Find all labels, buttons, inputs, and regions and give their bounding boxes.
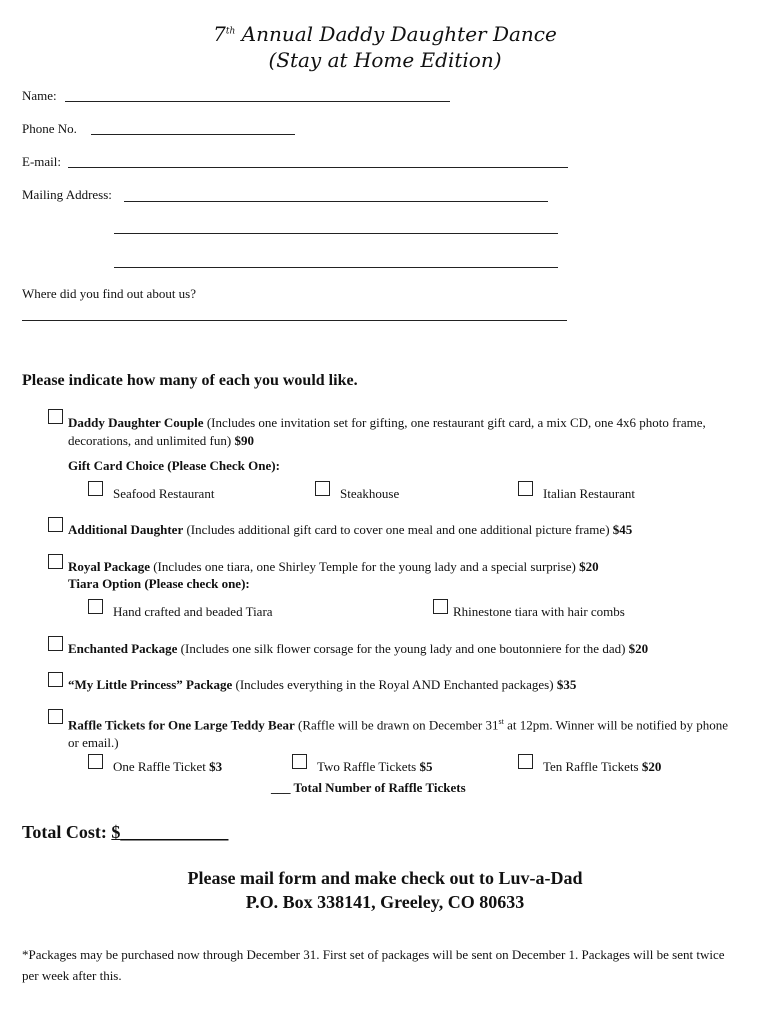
total-cost-label: Total Cost:	[22, 822, 112, 842]
footnote: *Packages may be purchased now through December 31. First set of packages will be sent on December 1. Packages will be sent twice per week after this.	[22, 947, 725, 983]
couple-option	[68, 414, 728, 450]
couple-desc: (Includes one invitation set for gifting, one restaurant gift card, a mix CD, one 4x6 photo frame, decorations, and unlimited fun)	[68, 415, 706, 448]
ten-raffle-price: $20	[641, 759, 662, 774]
total-cost-field[interactable]	[111, 822, 228, 842]
raffle-checkbox[interactable]	[48, 709, 63, 724]
one-raffle-text: One Raffle Ticket	[113, 759, 210, 774]
italian-checkbox[interactable]	[518, 481, 533, 496]
total-cost-dollar: $	[111, 822, 121, 842]
form-subtitle: (Stay at Home Edition)	[268, 48, 502, 72]
mailing-address: P.O. Box 338141, Greeley, CO 80633	[245, 892, 525, 912]
raffle-desc-b: at 12pm. Winner will be notified by phone or email.)	[68, 717, 729, 751]
additional-name: Additional Daughter	[68, 522, 184, 537]
princess-name: “My Little Princess” Package	[68, 677, 233, 692]
address-label: Mailing Address:	[22, 187, 112, 202]
title-text: Annual Daddy Daughter Dance	[235, 22, 557, 46]
one-raffle-checkbox[interactable]	[88, 754, 103, 769]
raffle-desc-sup: st	[498, 717, 504, 726]
one-raffle-label	[113, 759, 222, 775]
source-field[interactable]	[22, 320, 567, 321]
princess-option	[68, 677, 576, 693]
phone-field[interactable]	[91, 134, 295, 135]
instructions-heading: Please indicate how many of each you would like.	[22, 372, 358, 389]
italian-label: Italian Restaurant	[543, 486, 636, 501]
two-raffle-label	[317, 759, 433, 775]
enchanted-option	[68, 641, 648, 657]
ten-raffle-text: Ten Raffle Tickets	[543, 759, 642, 774]
rhinestone-tiara-checkbox[interactable]	[433, 599, 448, 614]
two-raffle-text: Two Raffle Tickets	[317, 759, 420, 774]
couple-name: Daddy Daughter Couple	[68, 415, 204, 430]
additional-price: $45	[612, 522, 633, 537]
princess-checkbox[interactable]	[48, 672, 63, 687]
tiara-label: Tiara Option (Please check one):	[68, 576, 250, 591]
raffle-name: Raffle Tickets for One Large Teddy Bear	[68, 717, 295, 733]
total-cost-blank: ____________	[120, 822, 229, 842]
source-label: Where did you find out about us?	[22, 286, 197, 301]
enchanted-checkbox[interactable]	[48, 636, 63, 651]
raffle-total-blank[interactable]: ___	[271, 780, 291, 795]
address-field-line-1[interactable]	[124, 201, 548, 202]
royal-price: $20	[579, 559, 599, 574]
ten-raffle-label	[543, 759, 661, 775]
phone-label: Phone No.	[22, 121, 77, 136]
seafood-label: Seafood Restaurant	[113, 486, 215, 501]
raffle-option	[68, 713, 728, 752]
enchanted-name: Enchanted Package	[68, 641, 178, 656]
seafood-checkbox[interactable]	[88, 481, 103, 496]
ten-raffle-checkbox[interactable]	[518, 754, 533, 769]
title-superscript: th	[225, 26, 236, 37]
princess-price: $35	[556, 677, 577, 692]
additional-desc: (Includes additional gift card to cover one meal and one additional picture frame)	[183, 522, 613, 537]
raffle-total-label: Total Number of Raffle Tickets	[290, 780, 466, 795]
royal-option	[68, 559, 599, 575]
two-raffle-checkbox[interactable]	[292, 754, 307, 769]
email-field[interactable]	[68, 167, 568, 168]
mailing-instructions: Please mail form and make check out to Luv-a-Dad	[187, 868, 583, 888]
princess-desc: (Includes everything in the Royal AND Enchanted packages)	[232, 677, 557, 692]
raffle-total	[271, 780, 466, 796]
steakhouse-checkbox[interactable]	[315, 481, 330, 496]
enchanted-desc: (Includes one silk flower corsage for the young lady and one boutonniere for the dad)	[177, 641, 629, 656]
one-raffle-price: $3	[209, 759, 223, 774]
couple-price: $90	[234, 433, 254, 448]
title-number: 7	[213, 22, 226, 46]
handcrafted-tiara-checkbox[interactable]	[88, 599, 103, 614]
two-raffle-price: $5	[419, 759, 433, 774]
form-title	[0, 22, 770, 46]
additional-option	[68, 522, 632, 538]
address-field-line-2[interactable]	[114, 233, 558, 234]
rhinestone-tiara-label: Rhinestone tiara with hair combs	[453, 604, 625, 619]
enchanted-price: $20	[628, 641, 649, 656]
raffle-desc-a: (Raffle will be drawn on December 31	[294, 717, 499, 733]
gift-card-label: Gift Card Choice (Please Check One):	[68, 458, 280, 473]
handcrafted-tiara-label: Hand crafted and beaded Tiara	[113, 604, 273, 619]
royal-desc: (Includes one tiara, one Shirley Temple for the young lady and a special surprise)	[149, 559, 580, 574]
steakhouse-label: Steakhouse	[340, 486, 400, 501]
name-label: Name:	[22, 88, 57, 103]
address-field-line-3[interactable]	[114, 267, 558, 268]
name-field[interactable]	[65, 101, 450, 102]
couple-checkbox[interactable]	[48, 409, 63, 424]
royal-name: Royal Package	[68, 559, 150, 574]
email-label: E-mail:	[22, 154, 61, 169]
royal-checkbox[interactable]	[48, 554, 63, 569]
additional-checkbox[interactable]	[48, 517, 63, 532]
total-cost	[22, 822, 228, 843]
